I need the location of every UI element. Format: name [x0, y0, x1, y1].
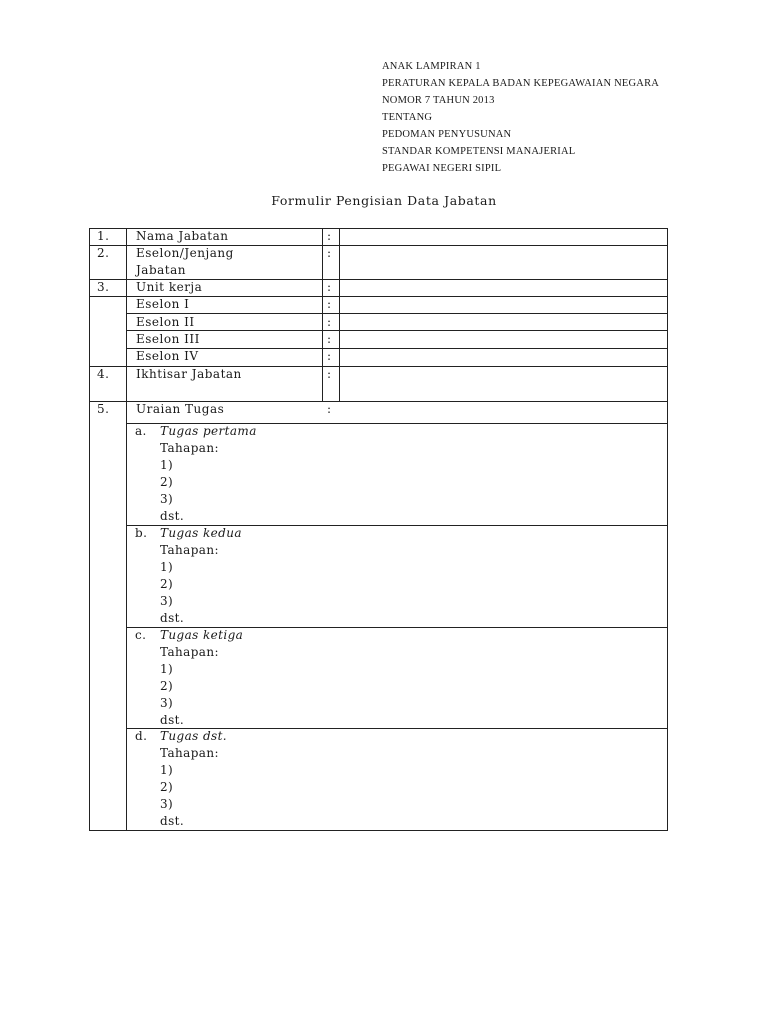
row-colon: :: [327, 402, 332, 416]
row-number: 3.: [97, 280, 110, 294]
step-item: dst.: [160, 611, 185, 625]
row-label-echelon-level: Eselon/Jenjang: [136, 246, 234, 260]
step-item: 2): [160, 679, 174, 693]
step-item: 3): [160, 797, 174, 811]
row-colon: :: [327, 297, 332, 311]
row-label-task-description: Uraian Tugas: [136, 402, 225, 416]
header-line: PEDOMAN PENYUSUNAN: [382, 129, 512, 140]
header-line: TENTANG: [382, 112, 433, 123]
row-label-work-unit: Unit kerja: [136, 280, 203, 294]
header-line: ANAK LAMPIRAN 1: [382, 61, 481, 72]
echelon-3-field[interactable]: [340, 331, 666, 348]
row-colon: :: [327, 367, 332, 381]
row-colon: :: [327, 349, 332, 363]
row-label-echelon-4: Eselon IV: [136, 349, 199, 363]
task-name: Tugas dst.: [160, 729, 228, 743]
table-border: [89, 228, 90, 831]
row-number: 2.: [97, 246, 110, 260]
header-line: STANDAR KOMPETENSI MANAJERIAL: [382, 146, 576, 157]
row-label-job-name: Nama Jabatan: [136, 229, 229, 243]
echelon-4-field[interactable]: [340, 349, 666, 366]
step-item: dst.: [160, 713, 185, 727]
stages-label: Tahapan:: [160, 441, 219, 455]
table-border: [322, 279, 323, 366]
row-number: 1.: [97, 229, 110, 243]
job-name-field[interactable]: [340, 229, 666, 245]
step-item: 1): [160, 560, 174, 574]
row-label-job-summary: Ikhtisar Jabatan: [136, 367, 242, 381]
step-item: 3): [160, 492, 174, 506]
task-letter: c.: [135, 628, 147, 642]
step-item: 2): [160, 577, 174, 591]
task-letter: b.: [135, 526, 148, 540]
step-item: 2): [160, 475, 174, 489]
work-unit-field[interactable]: [340, 280, 666, 296]
step-item: 1): [160, 763, 174, 777]
row-label-echelon-1: Eselon I: [136, 297, 190, 311]
row-colon: :: [327, 332, 332, 346]
step-item: 1): [160, 458, 174, 472]
row-label-echelon-3: Eselon III: [136, 332, 200, 346]
task-name: Tugas pertama: [160, 424, 257, 438]
stages-label: Tahapan:: [160, 645, 219, 659]
stages-label: Tahapan:: [160, 543, 219, 557]
header-line: PERATURAN KEPALA BADAN KEPEGAWAIAN NEGARA: [382, 78, 660, 89]
step-item: 1): [160, 662, 174, 676]
step-item: 3): [160, 594, 174, 608]
echelon-2-field[interactable]: [340, 314, 666, 330]
row-colon: :: [327, 229, 332, 243]
row-colon: :: [327, 315, 332, 329]
stages-label: Tahapan:: [160, 746, 219, 760]
form-title: Formulir Pengisian Data Jabatan: [271, 193, 497, 208]
job-summary-field[interactable]: [340, 367, 666, 401]
row-label-echelon-2: Eselon II: [136, 315, 195, 329]
attachment-header: [382, 58, 659, 177]
task-letter: d.: [135, 729, 148, 743]
step-item: 3): [160, 696, 174, 710]
job-data-form: [89, 228, 668, 831]
table-border: [89, 830, 668, 831]
row-number: 4.: [97, 367, 110, 381]
task-name: Tugas ketiga: [160, 628, 244, 642]
row-label-echelon-level-line2: Jabatan: [136, 263, 187, 277]
header-line: NOMOR 7 TAHUN 2013: [382, 95, 495, 106]
echelon-1-field[interactable]: [340, 297, 666, 313]
step-item: dst.: [160, 509, 185, 523]
table-border: [667, 228, 668, 831]
row-colon: :: [327, 280, 332, 294]
table-border: [322, 366, 323, 401]
echelon-level-field[interactable]: [340, 246, 666, 279]
task-name: Tugas kedua: [160, 526, 242, 540]
header-line: PEGAWAI NEGERI SIPIL: [382, 163, 502, 174]
row-colon: :: [327, 246, 332, 260]
step-item: dst.: [160, 814, 185, 828]
table-border: [322, 228, 323, 245]
task-letter: a.: [135, 424, 147, 438]
table-border: [126, 228, 127, 831]
row-number: 5.: [97, 402, 110, 416]
step-item: 2): [160, 780, 174, 794]
table-border: [322, 245, 323, 279]
